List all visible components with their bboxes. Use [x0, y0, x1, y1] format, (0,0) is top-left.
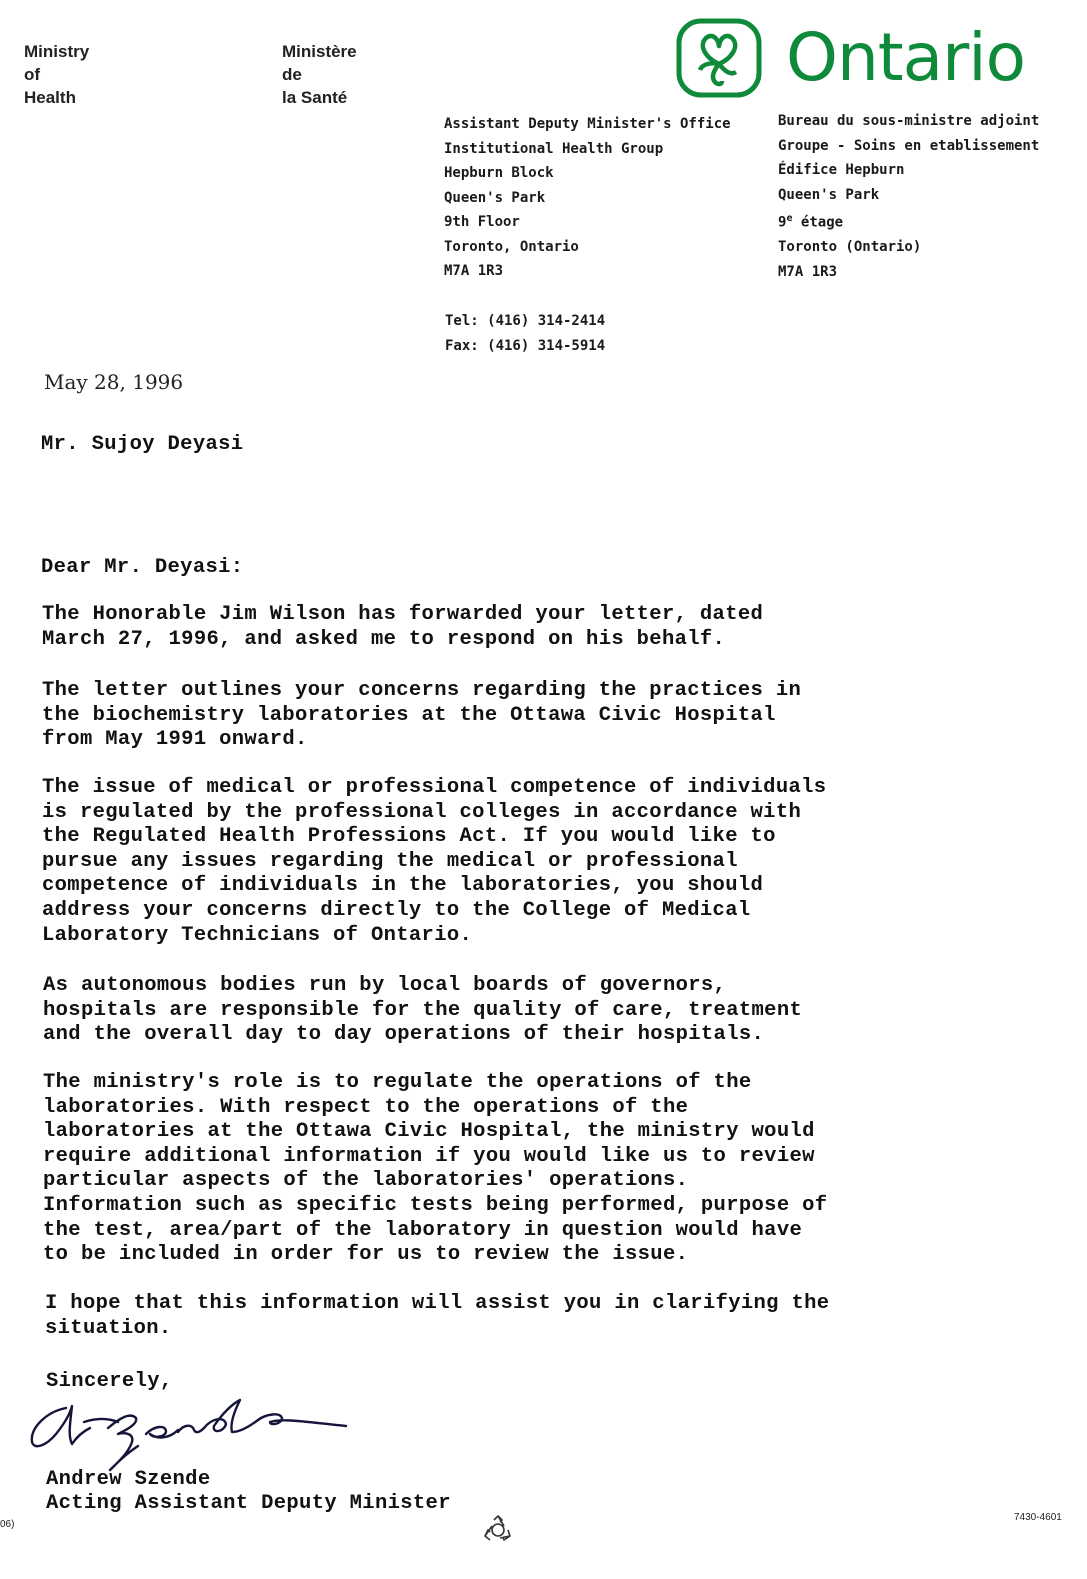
address-line: Bureau du sous-ministre adjoint [778, 113, 1040, 129]
ministry-name-french [282, 40, 357, 109]
paragraph-line: to be included in order for us to review the issue. [43, 1243, 689, 1267]
address-line: Édifice Hepburn [778, 162, 905, 178]
paragraph-line: laboratories. With respect to the operations of the [43, 1095, 689, 1119]
floor-word: étage [800, 214, 844, 231]
letter-date: May 28, 1996 [44, 370, 184, 394]
closing: Sincerely, [46, 1370, 173, 1393]
paragraph-line: particular aspects of the laboratories' operations. [43, 1169, 689, 1193]
ministry-fr-line: la Santé [282, 88, 348, 107]
address-line: Queen's Park [444, 189, 546, 206]
paragraph-line: competence of individuals in the laboratories, you should [42, 874, 764, 898]
paragraph-line: Information such as specific tests being performed, purpose of [43, 1193, 828, 1217]
paragraph-line: the biochemistry laboratories at the Ottawa Civic Hospital [42, 703, 776, 727]
paragraph-line: hospitals are responsible for the quality of care, treatment [43, 998, 803, 1022]
paragraph-line: from May 1991 onward. [42, 728, 308, 752]
signer-title: Acting Assistant Deputy Minister [46, 1492, 451, 1515]
paragraph-line: is regulated by the professional colleges in accordance with [42, 800, 802, 824]
paragraph-line: laboratories at the Ottawa Civic Hospital, the ministry would [43, 1120, 815, 1144]
paragraph-line: and the overall day to day operations of their hospitals. [43, 1023, 765, 1047]
paragraph-line: The Honorable Jim Wilson has forwarded your letter, dated [42, 603, 764, 626]
floor-number: 9 [778, 214, 787, 231]
address-french [778, 109, 1039, 284]
ministry-en-line: of [24, 65, 41, 84]
body-paragraph [43, 974, 802, 1048]
address-english [444, 112, 731, 284]
ministry-fr-line: Ministère [282, 42, 357, 61]
paragraph-line: the test, area/part of the laboratory in question would have [43, 1218, 803, 1242]
body-paragraph [43, 1071, 827, 1268]
paragraph-line: March 27, 1996, and asked me to respond on his behalf. [42, 627, 726, 651]
address-line [778, 207, 1039, 235]
address-line: Assistant Deputy Minister's Office [444, 116, 731, 132]
footer-form-number-left: 06) [0, 1519, 15, 1530]
paragraph-line: Laboratory Technicians of Ontario. [42, 923, 473, 947]
paragraph-line: The letter outlines your concerns regarding the practices in [42, 679, 802, 702]
signer-name: Andrew Szende [46, 1468, 211, 1491]
recycle-icon [482, 1514, 514, 1544]
paragraph-line: require additional information if you would like us to review [43, 1144, 815, 1168]
footer-form-number-right: 7430-4601 [1014, 1512, 1062, 1523]
salutation: Dear Mr. Deyasi: [41, 556, 244, 579]
telephone-number: Tel: (416) 314-2414 [445, 313, 606, 329]
body-paragraph [42, 603, 763, 652]
trillium-icon [676, 18, 762, 98]
paragraph-line: I hope that this information will assist you in clarifying the [45, 1292, 830, 1315]
paragraph-line: As autonomous bodies run by local boards of governors, [43, 974, 727, 997]
address-line: Institutional Health Group [444, 140, 664, 157]
address-line: Hepburn Block [444, 165, 554, 181]
handwritten-signature [26, 1388, 356, 1478]
address-line: Toronto, Ontario [444, 238, 579, 255]
body-paragraph [42, 776, 826, 948]
paragraph-line: pursue any issues regarding the medical or professional [42, 849, 738, 873]
floor-superscript: e [786, 213, 793, 224]
contact-block [445, 309, 605, 358]
ministry-fr-line: de [282, 65, 302, 84]
address-line: M7A 1R3 [778, 263, 838, 280]
paragraph-line: The issue of medical or professional competence of individuals [42, 776, 827, 799]
ministry-name-english [24, 40, 89, 109]
recipient-name: Mr. Sujoy Deyasi [41, 433, 244, 456]
address-line: Queen's Park [778, 186, 880, 203]
ontario-wordmark: Ontario [786, 19, 1025, 96]
paragraph-line: situation. [45, 1316, 172, 1340]
address-line: 9th Floor [444, 214, 520, 230]
ministry-en-line: Ministry [24, 42, 90, 61]
ministry-en-line: Health [24, 88, 76, 107]
address-line: Toronto (Ontario) [778, 239, 922, 256]
paragraph-line: the Regulated Health Professions Act. If you would like to [42, 825, 776, 849]
paragraph-line: The ministry's role is to regulate the operations of the [43, 1071, 752, 1094]
address-line: M7A 1R3 [444, 263, 504, 279]
paragraph-line: address your concerns directly to the College of Medical [42, 898, 751, 922]
body-paragraph [42, 679, 801, 753]
address-line: Groupe - Soins en etablissement [778, 137, 1040, 154]
body-paragraph [45, 1292, 829, 1341]
fax-number: Fax: (416) 314-5914 [445, 337, 606, 354]
